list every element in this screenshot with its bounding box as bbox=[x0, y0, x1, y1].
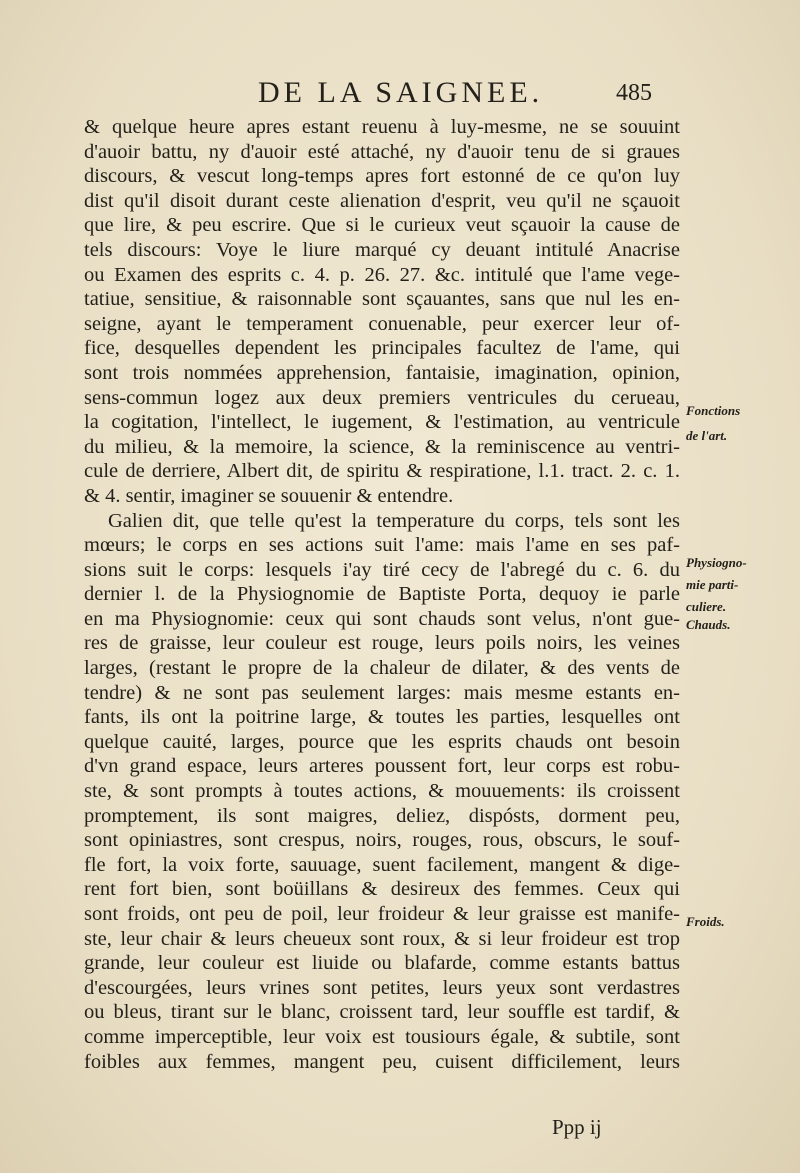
text-line: & quelque heure apres estant reuenu à luy-mesme, ne se souuint bbox=[84, 116, 680, 138]
margin-note-froids: Froids. bbox=[686, 914, 725, 929]
text-line: dernier l. de la Physiognomie de Baptiste Porta, dequoy ie parle bbox=[84, 583, 680, 606]
signature-mark: Ppp ij bbox=[552, 1115, 602, 1139]
running-header-title: DE LA SAIGNEE. bbox=[258, 76, 544, 109]
text-line: Galien dit, que telle qu'est la temperature du corps, tels sont les bbox=[108, 509, 680, 532]
text-line: seigne, ayant le temperament conuenable, peur exercer leur of- bbox=[84, 312, 680, 335]
text-line: fle fort, la voix forte, sauuage, suent facilement, mangent & dige- bbox=[84, 853, 680, 876]
text-line: promptement, ils sont maigres, deliez, dispósts, dorment peu, bbox=[84, 804, 680, 827]
text-line: grande, leur couleur est liuide ou blafarde, comme estants battus bbox=[84, 952, 680, 975]
text-line: & 4. sentir, imaginer se souuenir & entendre. bbox=[84, 484, 454, 507]
text-line: mœurs; le corps en ses actions suit l'ame: mais l'ame en ses paf- bbox=[84, 534, 680, 557]
page-number: 485 bbox=[616, 80, 652, 106]
margin-note-fonctions: de l'art. bbox=[686, 428, 728, 443]
margin-note-fonctions: Fonctions bbox=[686, 403, 741, 418]
text-line: foibles aux femmes, mangent peu, cuisent difficilement, leurs bbox=[84, 1050, 680, 1073]
text-line: d'vn grand espace, leurs arteres poussent fort, leur corps est robu- bbox=[84, 755, 680, 778]
text-line: la cogitation, l'intellect, le iugement, & l'estimation, au ventricule bbox=[84, 411, 680, 434]
text-line: rent fort bien, sont boüillans & desireux des femmes. Ceux qui bbox=[84, 878, 680, 901]
margin-note-physiognomie: Physiogno- bbox=[686, 555, 747, 570]
margin-note-physiognomie: culiere. bbox=[686, 599, 727, 614]
text-line: que lire, & peu escrire. Que si le curieux veut sçauoir la cause de bbox=[84, 214, 680, 237]
text-line: du milieu, & la memoire, la science, & la reminiscence au ventri- bbox=[84, 435, 680, 458]
text-line: en ma Physiognomie: ceux qui sont chauds sont velus, n'ont gue- bbox=[84, 607, 680, 630]
text-line: fants, ils ont la poitrine large, & toutes les parties, lesquelles ont bbox=[84, 706, 680, 729]
text-line: ste, leur chair & leurs cheueux sont roux, & si leur froideur est trop bbox=[84, 927, 680, 950]
margin-note-chauds: Chauds. bbox=[686, 617, 731, 632]
text-line: comme imperceptible, leur voix est tousiours égale, & subtile, sont bbox=[84, 1025, 680, 1048]
text-line: fice, desquelles dependent les principales facultez de l'ame, qui bbox=[84, 337, 680, 360]
text-line: sont froids, ont peu de poil, leur froideur & leur graisse est manife- bbox=[84, 903, 680, 925]
body-text bbox=[84, 115, 680, 1074]
text-line: dist qu'il disoit durant ceste alienation d'esprit, veu qu'il ne sçauoit bbox=[84, 189, 680, 212]
text-line: sions suit le corps: lesquels i'ay tiré cecy de l'abregé du c. 6. du bbox=[84, 558, 680, 581]
text-line: cule de derriere, Albert dit, de spiritu & respiratione, l.1. tract. 2. c. 1. bbox=[84, 460, 680, 483]
text-line: ste, & sont prompts à toutes actions, & mouuements: ils croissent bbox=[84, 780, 680, 803]
text-line: d'escourgées, leurs vrines sont petites, leurs yeux sont verdastres bbox=[84, 976, 680, 999]
text-line: res de graisse, leur couleur est rouge, leurs poils noirs, les veines bbox=[84, 632, 680, 655]
text-line: ou bleus, tirant sur le blanc, croissent tard, leur souffle est tardif, & bbox=[84, 1001, 680, 1024]
text-line: sens-commun logez aux deux premiers ventricules du cerueau, bbox=[84, 386, 680, 409]
text-line: d'auoir battu, ny d'auoir esté attaché, ny d'auoir tenu de si graues bbox=[84, 140, 680, 163]
text-line: quelque cauité, larges, pource que les esprits chauds ont besoin bbox=[84, 730, 680, 753]
text-line: tendre) & ne sont pas seulement larges: mais mesme estants en- bbox=[84, 681, 680, 704]
text-line: tels discours: Voye le liure marqué cy deuant intitulé Anacrise bbox=[84, 238, 680, 261]
text-line: ou Examen des esprits c. 4. p. 26. 27. &c. intitulé que l'ame vege- bbox=[84, 263, 680, 286]
text-line: tatiue, sensitiue, & raisonnable sont sçauantes, sans que nul les en- bbox=[84, 288, 680, 311]
text-line: larges, (restant le propre de la chaleur de dilater, & des vents de bbox=[84, 657, 680, 680]
text-line: sont trois nommées apprehension, fantaisie, imagination, opinion, bbox=[84, 361, 680, 384]
text-line: sont opiniastres, sont crespus, noirs, rouges, rous, obscurs, le souf- bbox=[84, 829, 680, 852]
margin-note-physiognomie: mie parti- bbox=[686, 577, 739, 592]
text-line: discours, & vescut long-temps apres fort estonné de ce qu'on luy bbox=[84, 165, 680, 188]
